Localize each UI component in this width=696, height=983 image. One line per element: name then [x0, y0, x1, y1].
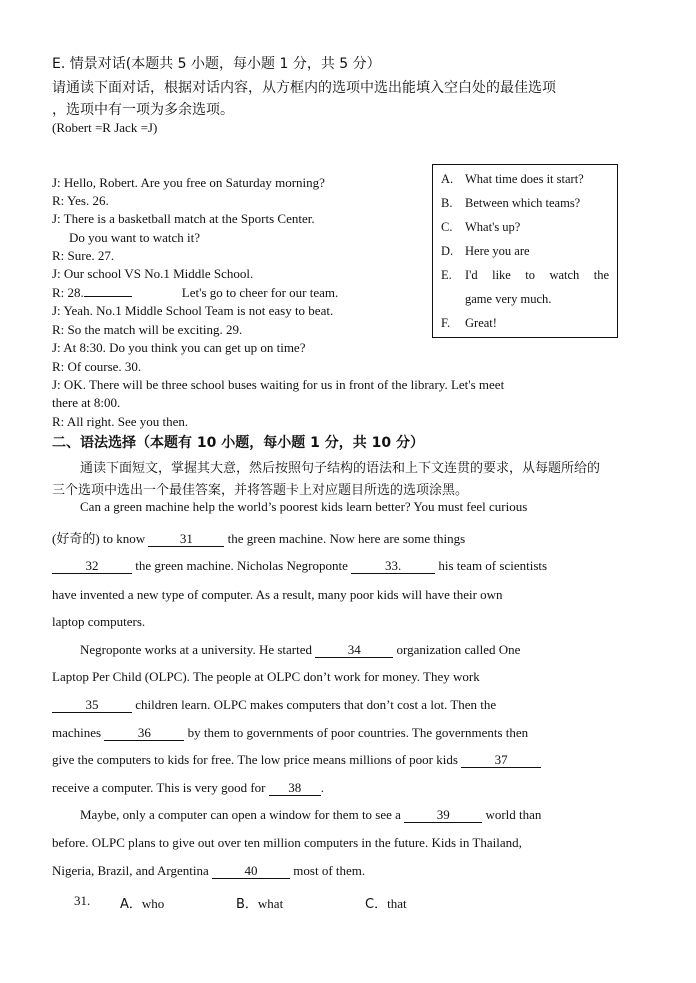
passage-line [52, 725, 528, 741]
option-e: E. I'd like to watch the [441, 268, 609, 282]
dialogue-line-prefix: R: 28. [52, 285, 84, 300]
option-f: F. Great! [441, 316, 497, 330]
passage-text: Maybe, only a computer can open a window for them to see a [80, 807, 405, 822]
option-letter: B． [236, 897, 258, 912]
options-box [432, 164, 618, 338]
passage-text: the green machine. Now here are some things [224, 531, 466, 546]
passage-line: Laptop Per Child (OLPC). The people at OLPC don’t work for money. They work [52, 669, 480, 684]
passage-text: most of them. [290, 863, 366, 878]
dialogue-line-suffix: Let's go to cheer for our team. [181, 285, 339, 300]
dialogue-line: R: Sure. 27. [52, 248, 115, 263]
passage-text: children learn. OLPC makes computers that don’t cost a lot. Then the [132, 697, 497, 712]
option-e-continued: game very much. [465, 292, 552, 306]
blank-32: 32 [52, 559, 132, 574]
dialogue-line: R: So the match will be exciting. 29. [52, 322, 243, 337]
passage-text: his team of scientists [435, 558, 548, 573]
dialogue-line: J: At 8:30. Do you think you can get up on time? [52, 340, 306, 355]
passage-text: receive a computer. This is very good for [52, 780, 269, 795]
option-letter: C． [365, 897, 388, 912]
blank-33: 33. [351, 559, 435, 574]
option-b: B. Between which teams? [441, 196, 581, 210]
option-a: A. What time does it start? [441, 172, 584, 186]
passage-line [52, 752, 541, 768]
question-31-option-c[interactable] [365, 893, 407, 912]
blank-40: 40 [212, 864, 290, 879]
question-31-option-a[interactable] [120, 893, 164, 912]
passage-line [80, 642, 520, 658]
option-text: what [257, 896, 284, 911]
passage-text: . [320, 780, 324, 795]
passage-line [52, 558, 547, 574]
blank-38: 38 [269, 781, 321, 796]
passage-text: (好奇的) to know [52, 531, 149, 546]
section-2-instruction-line1: 通读下面短文，掌握其大意，然后按照句子结构的语法和上下文连贯的要求，从每题所给的 [80, 461, 601, 476]
passage-line [52, 863, 365, 879]
blank-31: 31 [148, 532, 224, 547]
dialogue-line: there at 8:00. [52, 395, 121, 410]
passage-line: have invented a new type of computer. As a result, many poor kids will have their own [52, 587, 503, 602]
dialogue-line: Do you want to watch it? [69, 230, 201, 245]
blank-34: 34 [315, 643, 393, 658]
section-e-instruction-line2: ，选项中有一项为多余选项。 [52, 102, 234, 118]
option-text: who [141, 896, 165, 911]
passage-text: by them to governments of poor countries. The governments then [184, 725, 529, 740]
passage-line [80, 807, 541, 823]
blank-36: 36 [104, 726, 184, 741]
dialogue-line: R: Yes. 26. [52, 193, 109, 208]
dialogue-line: J: OK. There will be three school buses waiting for us in front of the library. Let's meet [52, 377, 505, 392]
option-d: D. Here you are [441, 244, 530, 258]
dialogue-line [52, 285, 338, 301]
dialogue-line: R: Of course. 30. [52, 359, 142, 374]
passage-text: machines [52, 725, 105, 740]
option-letter: A． [120, 897, 142, 912]
passage-line [52, 780, 324, 796]
option-text: that [387, 896, 407, 911]
passage-text: Negroponte works at a university. He started [80, 642, 316, 657]
passage-line [52, 528, 465, 547]
passage-line: laptop computers. [52, 614, 146, 629]
dialogue-line: J: Hello, Robert. Are you free on Saturday morning? [52, 175, 325, 190]
blank-35: 35 [52, 698, 132, 713]
passage-line: before. OLPC plans to give out over ten million computers in the future. Kids in Thailand, [52, 835, 522, 850]
option-c: C. What's up? [441, 220, 521, 234]
section-e-instruction-line1: 请通读下面对话，根据对话内容，从方框内的选项中选出能填入空白处的最佳选项 [52, 80, 556, 96]
dialogue-line: J: Yeah. No.1 Middle School Team is not easy to beat. [52, 303, 334, 318]
passage-text: Nigeria, Brazil, and Argentina [52, 863, 213, 878]
section-2-heading: 二、语法选择（本题有 10 小题，每小题 1 分，共 10 分） [52, 435, 424, 451]
speaker-legend: (Robert =R Jack =J) [52, 120, 158, 135]
blank-39: 39 [404, 808, 482, 823]
dialogue-line: J: Our school VS No.1 Middle School. [52, 266, 254, 281]
blank-37: 37 [461, 753, 541, 768]
passage-line: Can a green machine help the world’s poorest kids learn better? You must feel curious [80, 499, 528, 514]
dialogue-line: J: There is a basketball match at the Sports Center. [52, 211, 315, 226]
section-e-heading: E. 情景对话(本题共 5 小题，每小题 1 分，共 5 分） [52, 56, 381, 72]
answer-blank [84, 296, 132, 297]
passage-text: the green machine. Nicholas Negroponte [132, 558, 352, 573]
question-31-option-b[interactable] [236, 893, 283, 912]
question-31-number: 31. [74, 893, 91, 908]
passage-text: world than [482, 807, 542, 822]
passage-line [52, 697, 496, 713]
dialogue-line: R: All right. See you then. [52, 414, 189, 429]
passage-text: organization called One [393, 642, 521, 657]
section-2-instruction-line2: 三个选项中选出一个最佳答案，并将答题卡上对应题目所选的选项涂黑。 [52, 483, 469, 498]
passage-text: give the computers to kids for free. The low price means millions of poor kids [52, 752, 462, 767]
